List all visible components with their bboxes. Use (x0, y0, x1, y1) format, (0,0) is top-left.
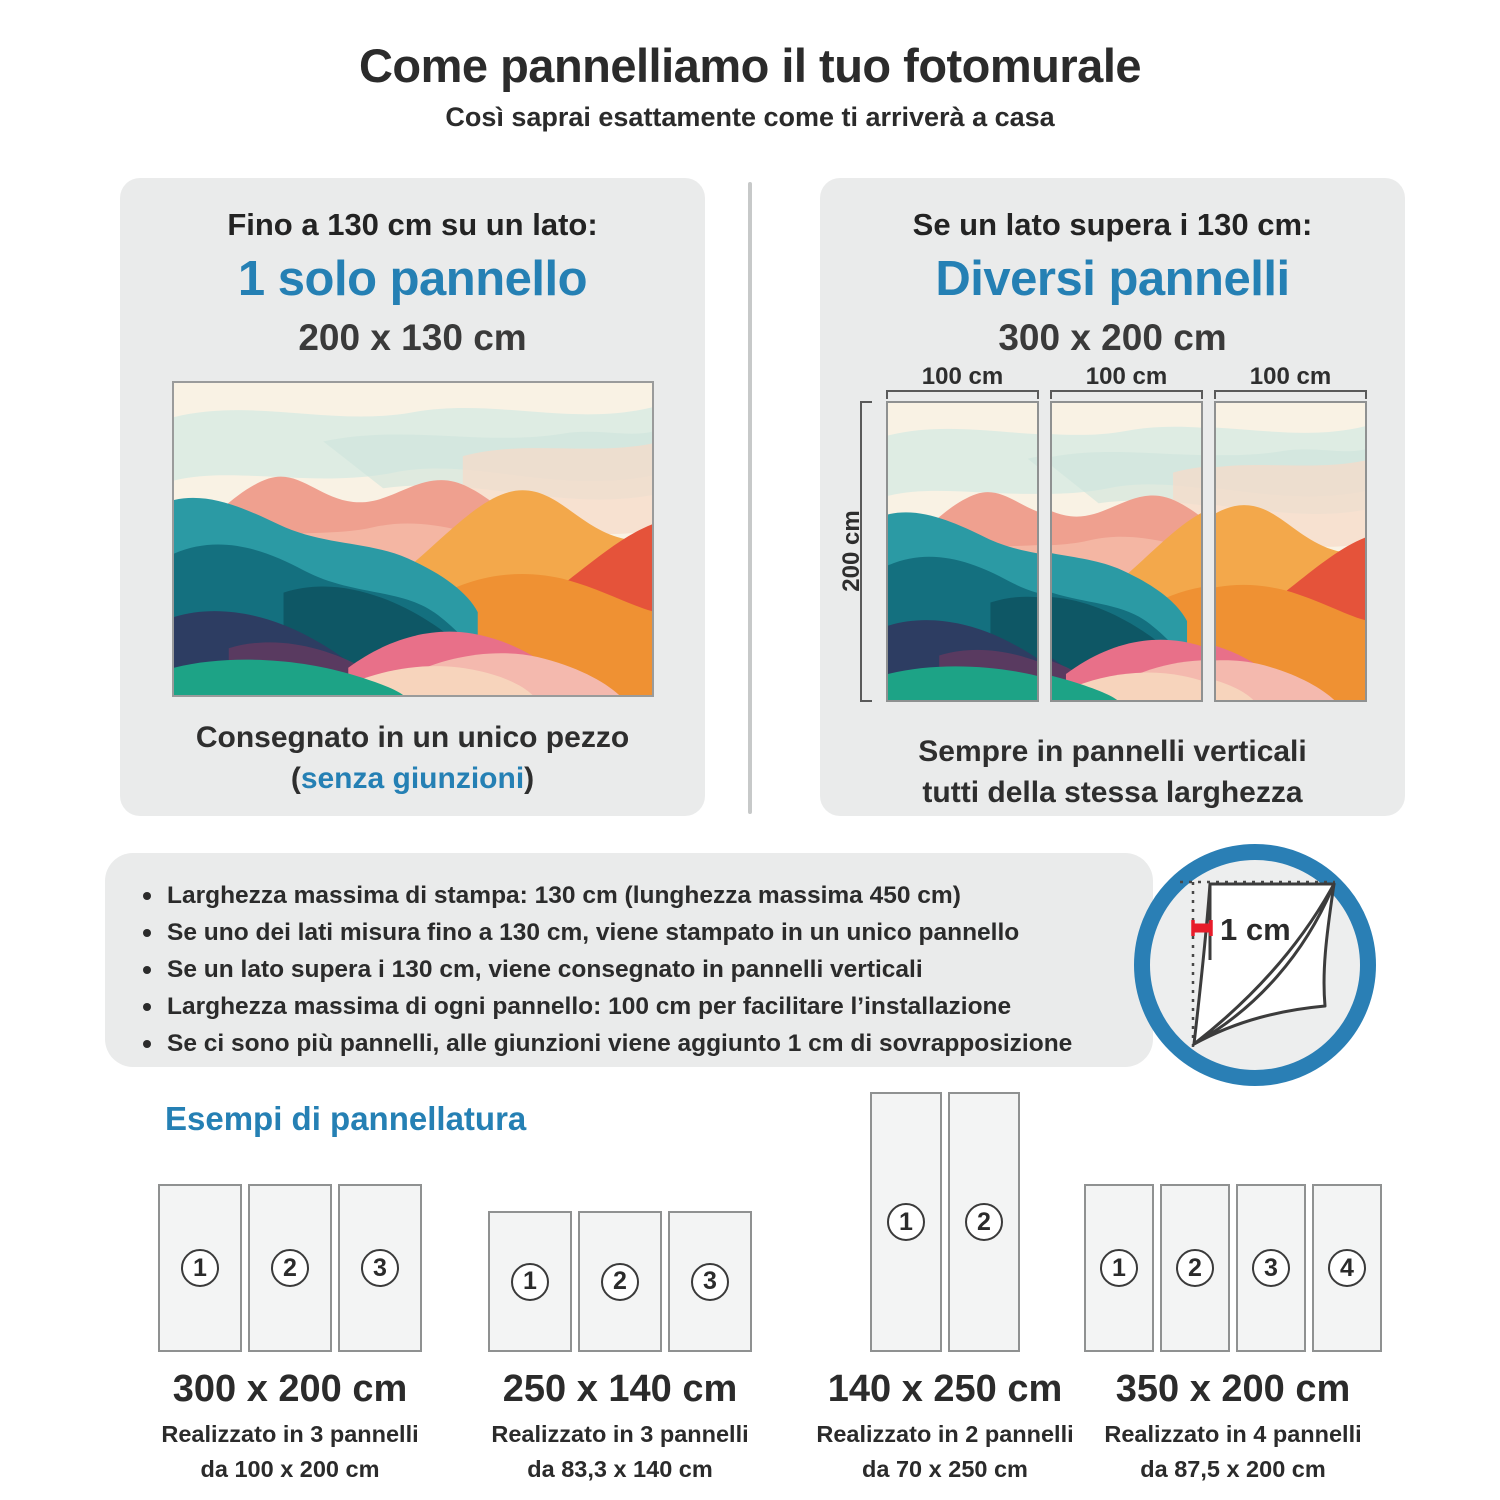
width-bracket-line (1214, 390, 1367, 399)
example-panel (668, 1211, 752, 1352)
mural-image-single (172, 381, 654, 697)
panel-number-badge: 3 (361, 1249, 399, 1287)
bullet-text: Se uno dei lati misura fino a 130 cm, viene stampato in un unico pannello (167, 919, 1020, 946)
example-size: 300 x 200 cm (172, 1368, 408, 1410)
single-panel-heading: Fino a 130 cm su un lato: (227, 207, 598, 242)
example-group-1 (130, 1184, 450, 1487)
caption-text: Consegnato in un unico pezzo (195, 721, 630, 754)
example-panel (1160, 1184, 1230, 1352)
bullet-item-2 (167, 914, 1153, 951)
example-caption-line1: Realizzato in 3 pannelli (491, 1421, 749, 1447)
panel-number-badge: 4 (1328, 1249, 1366, 1287)
single-panel-card (120, 178, 705, 816)
example-caption-line1: Realizzato in 4 pannelli (1104, 1421, 1362, 1447)
example-size: 140 x 250 cm (827, 1368, 1063, 1410)
example-caption-line1: Realizzato in 3 pannelli (161, 1421, 419, 1447)
example-group-2 (460, 1211, 780, 1487)
example-panel (870, 1092, 942, 1352)
example-size: 250 x 140 cm (502, 1368, 738, 1410)
example-caption-line2: da 70 x 250 cm (862, 1456, 1028, 1482)
overlap-label: 1 cm (1220, 912, 1291, 947)
panel-number-badge: 1 (181, 1249, 219, 1287)
caption-line1: Sempre in pannelli verticali (918, 735, 1307, 768)
mural-image-panels (886, 401, 1367, 702)
panel-number-badge: 2 (965, 1203, 1003, 1241)
panel-number-badge: 1 (887, 1203, 925, 1241)
bullet-text: Larghezza massima di stampa: 130 cm (lunghezza massima 450 cm) (167, 882, 961, 909)
width-brackets (886, 365, 1367, 399)
caption-highlight: senza giunzioni (300, 762, 525, 795)
example-panel (1084, 1184, 1154, 1352)
panel-number-badge: 2 (271, 1249, 309, 1287)
example-caption-line2: da 87,5 x 200 cm (1140, 1456, 1326, 1482)
panel-number-badge: 3 (1252, 1249, 1290, 1287)
width-label-2: 100 cm (1085, 363, 1168, 390)
example-panels (460, 1211, 780, 1352)
example-panel (1312, 1184, 1382, 1352)
example-panel (248, 1184, 332, 1352)
example-panels (1068, 1184, 1398, 1352)
bullet-item-5 (167, 1025, 1153, 1062)
cards-divider (748, 182, 752, 814)
example-panels (785, 1092, 1105, 1352)
example-panels (130, 1184, 450, 1352)
panel-number-badge: 1 (511, 1263, 549, 1301)
example-panel (158, 1184, 242, 1352)
caption-note (291, 762, 534, 795)
width-label-1: 100 cm (921, 363, 1004, 390)
page-title: Come pannelliamo il tuo fotomurale (358, 39, 1142, 92)
multi-panel-highlight: Diversi pannelli (935, 252, 1290, 306)
overlap-icon (1130, 840, 1380, 1090)
bullet-item-3 (167, 951, 1153, 988)
example-panel (578, 1211, 662, 1352)
example-panel (1236, 1184, 1306, 1352)
example-panel (338, 1184, 422, 1352)
multi-panel-size: 300 x 200 cm (998, 317, 1227, 358)
multi-panel-caption (820, 731, 1405, 813)
examples-heading: Esempi di pannellatura (165, 1100, 527, 1137)
multi-panel-card (820, 178, 1405, 816)
panel-figure (838, 363, 1367, 711)
info-bullet-list (105, 877, 1153, 1062)
single-panel-size: 200 x 130 cm (298, 317, 527, 358)
multi-panel-heading: Se un lato supera i 130 cm: (912, 207, 1313, 242)
height-label: 200 cm (838, 510, 865, 592)
watercolor-artwork (174, 383, 652, 695)
width-label-3: 100 cm (1249, 363, 1332, 390)
width-bracket-3 (1214, 365, 1367, 399)
example-caption-line2: da 100 x 200 cm (200, 1456, 380, 1482)
single-panel-caption (120, 717, 705, 799)
paren-close: ) (524, 762, 535, 795)
single-panel-highlight: 1 solo pannello (237, 252, 588, 306)
info-box (105, 853, 1153, 1067)
mural-panel-3 (1214, 401, 1367, 702)
width-bracket-1 (886, 365, 1039, 399)
page-curl-icon (1130, 840, 1380, 1090)
bullet-text: Larghezza massima di ogni pannello: 100 cm per facilitare l’installazione (167, 993, 1012, 1020)
mural-panel-1 (886, 401, 1039, 702)
watercolor-artwork (888, 403, 1039, 700)
watercolor-artwork (1050, 403, 1203, 700)
width-bracket-line (886, 390, 1039, 399)
bullet-text: Se ci sono più pannelli, alle giunzioni viene aggiunto 1 cm di sovrapposizione (167, 1030, 1073, 1057)
example-caption-line2: da 83,3 x 140 cm (527, 1456, 713, 1482)
bullet-text: Se un lato supera i 130 cm, viene consegnato in pannelli verticali (167, 956, 923, 983)
example-caption-line1: Realizzato in 2 pannelli (816, 1421, 1074, 1447)
paren-open: ( (290, 762, 301, 795)
page-subtitle: Così saprai esattamente come ti arriverà a casa (445, 102, 1055, 132)
example-size: 350 x 200 cm (1115, 1368, 1351, 1410)
width-bracket-2 (1050, 365, 1203, 399)
panel-number-badge: 3 (691, 1263, 729, 1301)
example-group-4 (1068, 1184, 1398, 1487)
panel-number-badge: 2 (601, 1263, 639, 1301)
bullet-item-4 (167, 988, 1153, 1025)
example-group-3 (785, 1092, 1105, 1487)
example-panel (488, 1211, 572, 1352)
watercolor-artwork (1214, 403, 1365, 700)
caption-line2: tutti della stessa larghezza (922, 776, 1303, 809)
bullet-item-1 (167, 877, 1153, 914)
example-panel (948, 1092, 1020, 1352)
width-bracket-line (1050, 390, 1203, 399)
panel-number-badge: 2 (1176, 1249, 1214, 1287)
panel-number-badge: 1 (1100, 1249, 1138, 1287)
mural-panel-2 (1050, 401, 1203, 702)
